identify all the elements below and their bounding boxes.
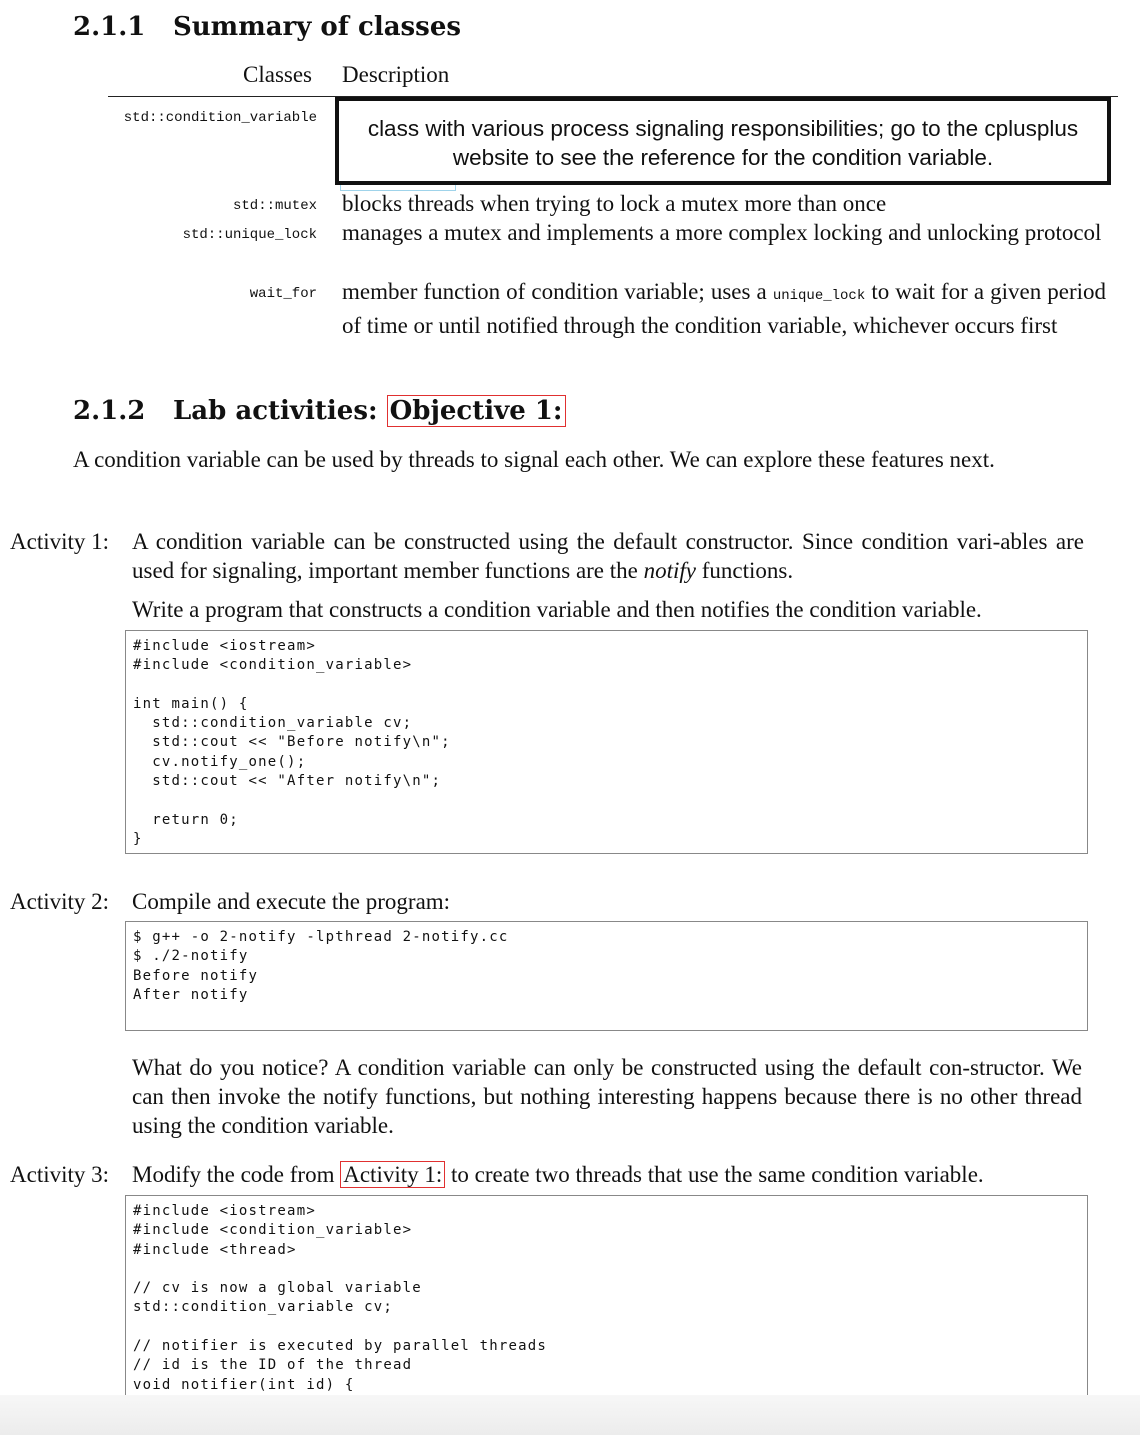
wait-for-desc-after: to wait for a given period of time or until notified through the condition variable, whichever occurs first (342, 279, 1107, 338)
wait-for-desc-code: unique_lock (772, 288, 866, 304)
class-name-wait-for: wait_for (249, 286, 317, 302)
activity-1-label: Activity 1: (10, 529, 110, 554)
activity-3-code: #include <iostream> #include <condition_variable> #include <thread> // cv is now a global variable std::condition_variable cv; // notifier is executed by parallel threads // id is the ID of the thread void notifier(int id) { (133, 1203, 548, 1393)
activity-1-text (132, 527, 1084, 585)
activity-2-label: Activity 2: (10, 889, 110, 914)
activity-3-text (132, 1160, 1122, 1189)
unique-lock-description: manages a mutex and implements a more complex locking and unlocking protocol (342, 220, 1102, 245)
table-header-classes: Classes (243, 62, 312, 87)
activity-3-text-before: Modify the code from (132, 1162, 335, 1187)
section-number-2-1-1: 2.1.1 (73, 12, 146, 42)
class-name-unique-lock: std::unique_lock (182, 227, 317, 243)
table-header-description: Description (342, 62, 450, 87)
section-title-prefix: Lab activities: (173, 396, 378, 426)
activity-1-text-2: Write a program that constructs a condition variable and then notifies the condition variable. (132, 597, 982, 622)
activity-1-text-after: functions. (701, 558, 794, 583)
wait-for-desc-before: member function of condition variable; uses a (342, 279, 767, 304)
activity-3-code-box (125, 1195, 1088, 1395)
highlighted-description-box (335, 97, 1111, 185)
mutex-description: blocks threads when trying to lock a mutex more than once (342, 191, 887, 216)
activity-1-link[interactable]: Activity 1: (340, 1161, 445, 1188)
section-number-2-1-2: 2.1.2 (73, 396, 146, 426)
class-name-mutex: std::mutex (232, 198, 317, 214)
activity-2-code-box (125, 921, 1088, 1031)
objective-1-link[interactable]: Objective 1: (387, 395, 566, 427)
class-name-condition-variable: std::condition_variable (123, 110, 317, 126)
page-bottom-edge (0, 1395, 1140, 1435)
activity-1-text-em: notify (643, 558, 697, 583)
activity-1-code: #include <iostream> #include <condition_variable> int main() { std::condition_variable cv; std::cout << "Before notify\n"; cv.notify_one(); std::cout << "After notify\n"; return 0; } (133, 638, 451, 847)
activity-3-text-after: to create two threads that use the same condition variable. (451, 1162, 984, 1187)
activity-1-code-box (125, 630, 1088, 854)
activity-1-text-before: A condition variable can be constructed using the default constructor. Since condition vari-ables are used for signaling, important member functions are the (132, 529, 1084, 583)
activity-2-notice: What do you notice? A condition variable can only be constructed using the default con-structor. We can then invoke the notify functions, but nothing interesting happens because there is no other thread using the condition variable. (132, 1055, 1082, 1138)
activity-2-code: $ g++ -o 2-notify -lpthread 2-notify.cc $ ./2-notify Before notify After notify (133, 929, 509, 1003)
condition-variable-description: class with various process signaling responsibilities; go to the cplusplus website to see the reference for the condition variable. (367, 116, 1079, 170)
wait-for-description (342, 277, 1106, 340)
section-title-summary: Summary of classes (173, 12, 461, 42)
activity-3-label: Activity 3: (10, 1162, 110, 1187)
section-title-lab-activities (173, 396, 566, 426)
activity-2-text: Compile and execute the program: (132, 889, 451, 914)
intro-paragraph: A condition variable can be used by threads to signal each other. We can explore these features next. (73, 447, 995, 472)
